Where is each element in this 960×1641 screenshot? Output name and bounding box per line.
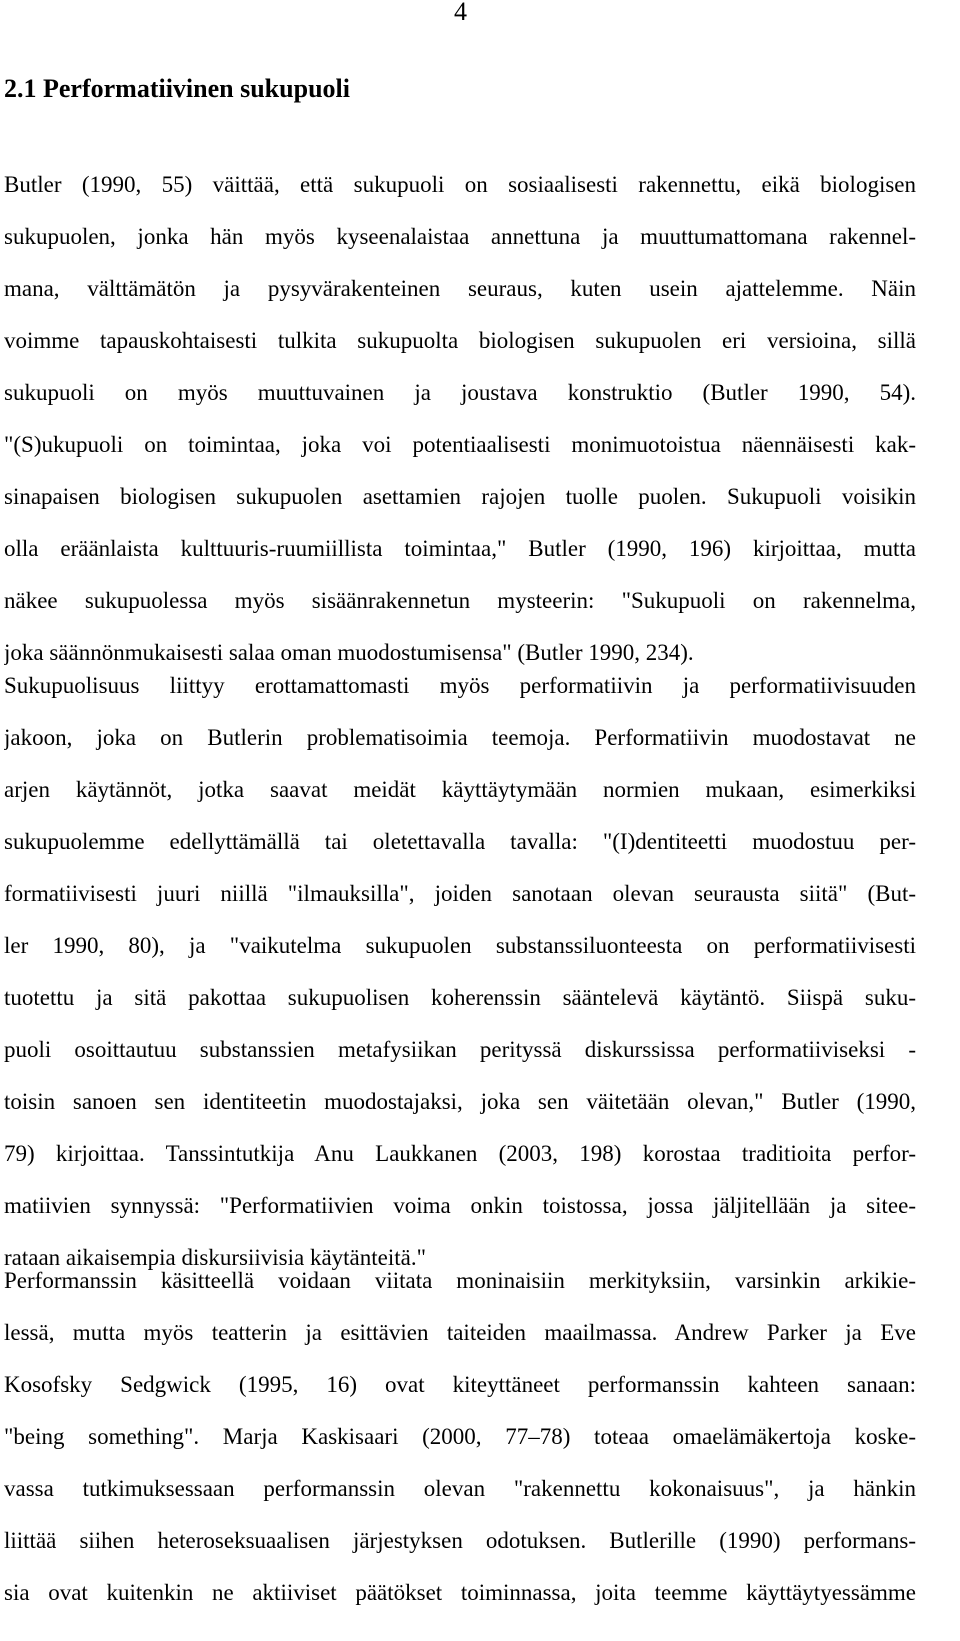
text-line: arjen käytännöt, jotka saavat meidät käyttäytymään normien mukaan, esimerkiksi [4,777,916,802]
text-line: mana, välttämätön ja pysyvärakenteinen seuraus, kuten usein ajattelemme. Näin [4,276,916,301]
text-line: puoli osoittautuu substanssien metafysiikan perityssä diskurssissa performatiiviseksi - [4,1037,916,1062]
text-line: 79) kirjoittaa. Tanssintutkija Anu Laukkanen (2003, 198) korostaa traditioita perfor- [4,1141,916,1166]
text-line: Butler (1990, 55) väittää, että sukupuoli on sosiaalisesti rakennettu, eikä biologisen [4,172,916,197]
text-line: lessä, mutta myös teatterin ja esittävien taiteiden maailmassa. Andrew Parker ja Eve [4,1320,916,1345]
text-line: Sukupuolisuus liittyy erottamattomasti myös performatiivin ja performatiivisuuden [4,673,916,698]
text-line: näkee sukupuolessa myös sisäänrakennetun mysteerin: "Sukupuoli on rakennelma, [4,588,916,613]
text-line: "being something". Marja Kaskisaari (2000, 77–78) toteaa omaelämäkertoja koske- [4,1424,916,1449]
text-line: liittää siihen heteroseksuaalisen järjestyksen odotuksen. Butlerille (1990) performans- [4,1528,916,1553]
text-line: "(S)ukupuoli on toimintaa, joka voi potentiaalisesti monimuotoistua näennäisesti kak- [4,432,916,457]
text-line: Performanssin käsitteellä voidaan viitata moninaisiin merkityksiin, varsinkin arkikie- [4,1268,916,1293]
text-line: sinapaisen biologisen sukupuolen asettamien rajojen tuolle puolen. Sukupuoli voisikin [4,484,916,509]
text-line: vassa tutkimuksessaan performanssin olevan "rakennettu kokonaisuus", ja hänkin [4,1476,916,1501]
text-line: formatiivisesti juuri niillä "ilmauksilla", joiden sanotaan olevan seurausta siitä" (But- [4,881,916,906]
text-line: jakoon, joka on Butlerin problematisoimia teemoja. Performatiivin muodostavat ne [4,725,916,750]
text-line: rataan aikaisempia diskursiivisia käytänteitä." [4,1245,426,1270]
page-number: 4 [454,0,467,26]
text-line: matiivien synnyssä: "Performatiivien voima onkin toistossa, jossa jäljitellään ja siteе- [4,1193,916,1218]
text-line: sukupuolemme edellyttämällä tai oletettavalla tavalla: "(I)dentiteetti muodostuu per- [4,829,916,854]
section-heading: 2.1 Performatiivinen sukupuoli [4,74,350,103]
text-line: toisin sanoen sen identiteetin muodostajaksi, joka sen väitetään olevan," Butler (1990, [4,1089,916,1114]
text-line: joka säännönmukaisesti salaa oman muodostumisensa" (Butler 1990, 234). [4,640,694,665]
paragraph-2 [4,660,916,1284]
text-line: sia ovat kuitenkin ne aktiiviset päätökset toiminnassa, joita teemme käyttäytyessämme [4,1580,916,1605]
paragraph-1 [4,159,916,679]
text-line: Kosofsky Sedgwick (1995, 16) ovat kiteyttäneet performanssin kahteen sanaan: [4,1372,916,1397]
paragraph-3 [4,1255,916,1619]
text-line: sukupuoli on myös muuttuvainen ja joustava konstruktio (Butler 1990, 54). [4,380,916,405]
text-line: olla eräänlaista kulttuuris-ruumiillista toimintaa," Butler (1990, 196) kirjoittaa, mutta [4,536,916,561]
text-line: sukupuolen, jonka hän myös kyseenalaistaa annettuna ja muuttumattomana rakennel- [4,224,916,249]
text-line: tuotettu ja sitä pakottaa sukupuolisen koherenssin sääntelevä käytäntö. Siispä suku- [4,985,916,1010]
text-line: voimme tapauskohtaisesti tulkita sukupuolta biologisen sukupuolen eri versioina, sillä [4,328,916,353]
text-line: ler 1990, 80), ja "vaikutelma sukupuolen substanssiluonteesta on performatiivisesti [4,933,916,958]
